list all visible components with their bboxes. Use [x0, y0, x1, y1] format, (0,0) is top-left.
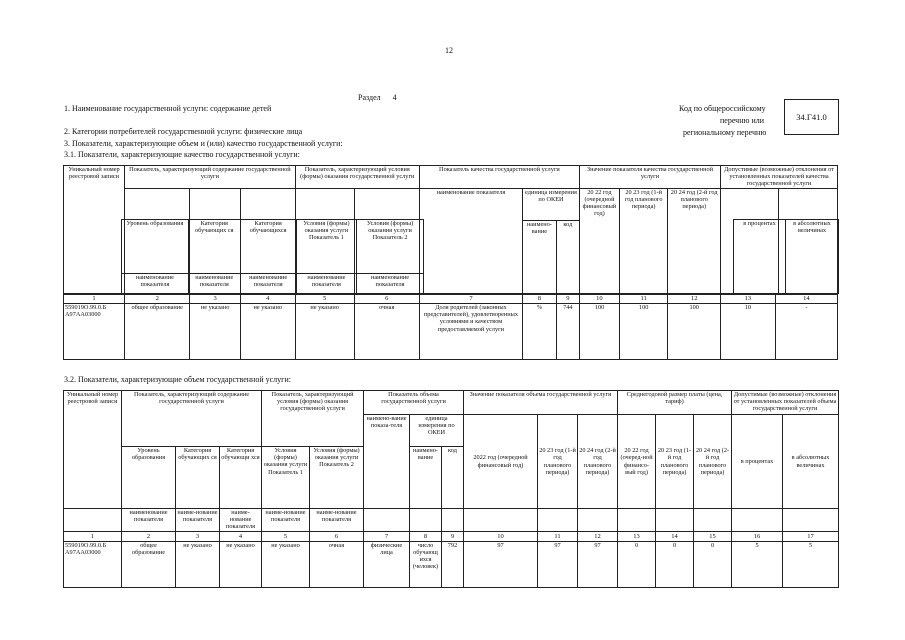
v-num: 9 — [442, 531, 464, 541]
v-num: 6 — [310, 531, 364, 541]
q-num: 10 — [579, 294, 619, 304]
v-header-pct: в процентах — [732, 415, 783, 509]
q-num: 5 — [295, 294, 354, 304]
q-num: 7 — [419, 294, 522, 304]
section-word: Раздел — [358, 93, 381, 102]
q-row-v1: 100 — [579, 304, 619, 360]
q-num: 13 — [721, 294, 776, 304]
service-code: 34.Г41.0 — [796, 112, 827, 122]
q-row-cat1: не указано — [190, 304, 241, 360]
q-row-v3: 100 — [668, 304, 721, 360]
q-header-name: наименование показателя — [419, 188, 522, 294]
q-col-level: Уровень образования — [122, 220, 189, 274]
v-header-abs: в абсолютных величинах — [783, 415, 839, 509]
v-empty-13 — [618, 509, 656, 532]
v-empty-16 — [732, 509, 783, 532]
q-row-unit: % — [523, 304, 557, 360]
quality-heading: 3.1. Показатели, характеризующие качество государственной услуги: — [64, 150, 300, 159]
indicators-title: 3. Показатели, характеризующие объем и (или) качество государственной услуги: — [64, 139, 343, 148]
q-row-indicator: Доля родителей (законных представителей), удовлетворенных условиями и качеством предоставляемой услуги — [419, 304, 522, 360]
v-num: 15 — [694, 531, 732, 541]
q-num: 9 — [556, 294, 579, 304]
v-header-allowed: Допустимые (возможные) отклонения от установленных показателей объема государственной услуги — [732, 391, 839, 415]
v-header-year3: 20 24 год (2-й год планового периода) — [578, 415, 618, 509]
volume-heading: 3.2. Показатели, характеризующие объем государственной услуги: — [64, 375, 291, 384]
q-num: 8 — [523, 294, 557, 304]
v-num: 14 — [656, 531, 694, 541]
v-num: 7 — [364, 531, 410, 541]
v-row-pct: 5 — [732, 541, 783, 587]
v-header-unit-name: наимено-вание — [410, 447, 442, 509]
v-row-indicator: физические лица — [364, 541, 410, 587]
q-row-v2: 100 — [619, 304, 667, 360]
v-row-f3: 0 — [694, 541, 732, 587]
v-num: 2 — [122, 531, 176, 541]
code-label-line3: региональному перечню — [683, 128, 767, 137]
v-header-conditions: Показатель, характеризующий условия (формы) оказания государственной услуги — [262, 391, 364, 447]
v-pn4: наиме-нование показателя — [262, 509, 310, 532]
q-header-unit-name: наимено-вание — [523, 220, 557, 294]
v-header-fee1: 20 22 год (очеред-ной финансо-вый год) — [618, 415, 656, 509]
section-label — [358, 93, 397, 102]
v-col-cond1: Условия (формы) оказания услуги Показатель 1 — [262, 447, 310, 509]
v-row-f1: 0 — [618, 541, 656, 587]
service-code-box — [784, 99, 839, 135]
q-allowed-subheader — [733, 219, 839, 294]
q-row-level: общее образование — [125, 304, 190, 360]
q-header-allowed: Допустимые (возможные) отклонения от установленных показателей качества государственной услуги — [721, 166, 838, 189]
v-empty-17 — [783, 509, 839, 532]
v-empty-12 — [578, 509, 618, 532]
q-header-year2: 20 23 год (1-й год планового периода) — [619, 188, 667, 294]
page-number: 12 — [445, 46, 453, 55]
v-header-volume: Показатель объема государственной услуги — [364, 391, 464, 415]
v-header-year2: 20 23 год (1-й год планового периода) — [538, 415, 578, 509]
q-row-code: 744 — [556, 304, 579, 360]
v-pn5: наиме-нование показателя — [310, 509, 364, 532]
v-header-value: Значение показателя объема государственной услуги — [464, 391, 618, 415]
q-row-cat2: не указано — [240, 304, 295, 360]
q-row-pct: 10 — [721, 304, 776, 360]
v-number-row — [64, 531, 839, 541]
q-number-row — [64, 294, 838, 304]
v-header-fee: Среднегодовой размер платы (цена, тариф) — [618, 391, 732, 415]
v-header-unit: единица измерения по ОКЕИ — [410, 415, 464, 447]
table-row — [64, 304, 838, 360]
v-row-level: общее образование — [122, 541, 176, 587]
service-name: 1. Наименование государственной услуги: содержание детей — [64, 104, 272, 113]
quality-data-table — [63, 293, 838, 360]
q-num: 6 — [354, 294, 419, 304]
q-col-cond1: Условия (формы) оказания услуги Показатель 1 — [296, 220, 356, 274]
v-num: 3 — [176, 531, 220, 541]
section-number: 4 — [392, 93, 397, 102]
v-pn3: наиме-нование показателя — [220, 509, 262, 532]
q-pn4: наименование показателя — [296, 274, 356, 294]
v-num: 11 — [538, 531, 578, 541]
q-row-cond2: очная — [354, 304, 419, 360]
v-header-name: наимено-вание показа-теля — [364, 415, 410, 509]
volume-table — [63, 390, 839, 588]
v-row-cond2: очная — [310, 541, 364, 587]
v-header-unit-code: код — [442, 447, 464, 509]
q-header-value: Значение показателя качества государственной услуги — [579, 166, 720, 189]
v-row-cond1: не указано — [262, 541, 310, 587]
q-allowed-pct: в процентах — [734, 220, 786, 294]
code-label-line1: Код по общероссийскому — [679, 104, 766, 113]
v-col-category1: Категория обучающих ся — [176, 447, 220, 509]
q-num: 4 — [240, 294, 295, 304]
q-header-quality: Показатель качества государственной услуги — [419, 166, 579, 189]
q-header-year3: 20 24 год (2-й год планового периода) — [668, 188, 721, 294]
consumer-category: 2. Категории потребителей государственной услуги: физические лица — [64, 127, 303, 136]
v-header-fee2: 20 23 год (1-й год планового периода) — [656, 415, 694, 509]
q-num: 11 — [619, 294, 667, 304]
q-subheader-table — [121, 219, 424, 294]
v-header-fee3: 20 24 год (2-й год планового периода) — [694, 415, 732, 509]
code-label-line2: перечню или — [720, 116, 765, 125]
v-num: 12 — [578, 531, 618, 541]
v-col-level: Уровень образования — [122, 447, 176, 509]
table-row — [64, 541, 839, 587]
q-row-cond1: не указано — [295, 304, 354, 360]
v-num: 10 — [464, 531, 538, 541]
v-row-v1: 97 — [464, 541, 538, 587]
v-row-unit: число обучающ ихся (человек) — [410, 541, 442, 587]
v-pn1: наименование показателя — [122, 509, 176, 532]
v-empty-8 — [410, 509, 442, 532]
q-row-id: 559019О.99.0.Б А97АА03000 — [64, 304, 125, 360]
v-num: 16 — [732, 531, 783, 541]
v-num: 17 — [783, 531, 839, 541]
v-num: 5 — [262, 531, 310, 541]
v-header-content: Показатель, характеризующий содержание государственной услуги — [122, 391, 262, 447]
q-num: 2 — [125, 294, 190, 304]
v-empty-14 — [656, 509, 694, 532]
q-pn5: наименование показателя — [357, 274, 424, 294]
q-col-category1: Категория обучающих ся — [188, 220, 240, 274]
v-num: 8 — [410, 531, 442, 541]
q-header-year1: 20 22 год (очередной финансовый год) — [579, 188, 619, 294]
v-row-id: 559019О.99.0.Б А97АА03000 — [64, 541, 122, 587]
q-header-content: Показатель, характеризующий содержание государственной услуги — [125, 166, 296, 189]
v-empty-id — [64, 509, 122, 532]
q-col-category2: Категория обучающихся — [240, 220, 296, 274]
v-row-abs: 5 — [783, 541, 839, 587]
q-header-unit-code: код — [556, 220, 579, 294]
v-num: 13 — [618, 531, 656, 541]
q-pn1: наименование показателя — [122, 274, 189, 294]
v-empty-11 — [538, 509, 578, 532]
q-pn2: наименование показателя — [188, 274, 240, 294]
v-row-code: 792 — [442, 541, 464, 587]
q-num: 1 — [64, 294, 125, 304]
q-header-unit: единица измерения по ОКЕИ — [523, 188, 580, 220]
q-num: 14 — [775, 294, 837, 304]
v-empty-15 — [694, 509, 732, 532]
v-row-cat2: не указано — [220, 541, 262, 587]
v-header-year1: 2022 год (очередной финансовый год) — [464, 415, 538, 509]
v-empty-10 — [464, 509, 538, 532]
v-num: 4 — [220, 531, 262, 541]
q-col-cond2: Условия (формы) оказания услуги Показатель 2 — [357, 220, 424, 274]
v-header-id: Уникальный номер реестровой записи — [64, 391, 122, 509]
q-pn3: наименование показателя — [240, 274, 296, 294]
q-num: 3 — [190, 294, 241, 304]
v-pn2: наиме-нование показателя — [176, 509, 220, 532]
v-row-f2: 0 — [656, 541, 694, 587]
q-allowed-abs: в абсолютных величинах — [786, 220, 839, 294]
v-col-category2: Категория обучающи хся — [220, 447, 262, 509]
v-num: 1 — [64, 531, 122, 541]
v-empty-9 — [442, 509, 464, 532]
v-empty-7 — [364, 509, 410, 532]
q-num: 12 — [668, 294, 721, 304]
v-row-v2: 97 — [538, 541, 578, 587]
q-row-abs: - — [775, 304, 837, 360]
q-header-conditions: Показатель, характеризующий условия (формы) оказания государственной услуги — [295, 166, 419, 189]
v-row-v3: 97 — [578, 541, 618, 587]
q-header-id: Уникальный номер реестровой записи — [64, 166, 125, 295]
v-row-cat1: не указано — [176, 541, 220, 587]
v-col-cond2: Условия (формы) оказания услуги Показатель 2 — [310, 447, 364, 509]
